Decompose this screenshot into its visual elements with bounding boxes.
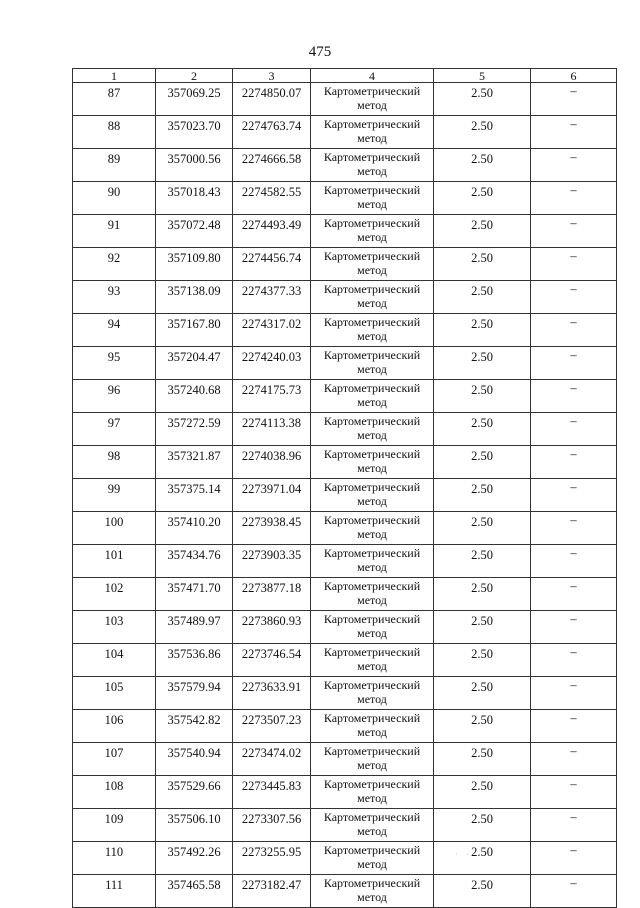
method-cell: Картометрический метод: [311, 809, 434, 842]
x-coordinate-cell: 357375.14: [156, 479, 233, 512]
x-coordinate-cell: 357506.10: [156, 809, 233, 842]
accuracy-cell: 2.50: [434, 314, 531, 347]
point-number-cell: 101: [73, 545, 156, 578]
point-number-cell: 87: [73, 83, 156, 116]
note-cell: –: [531, 182, 617, 215]
method-cell: Картометрический метод: [311, 776, 434, 809]
method-cell: Картометрический метод: [311, 347, 434, 380]
table-row: [73, 413, 617, 446]
table-row: [73, 545, 617, 578]
page-number: 475: [308, 44, 332, 60]
accuracy-cell: 2.50: [434, 215, 531, 248]
point-number-cell: 94: [73, 314, 156, 347]
method-cell: Картометрический метод: [311, 743, 434, 776]
note-cell: –: [531, 83, 617, 116]
accuracy-cell: 2.50: [434, 545, 531, 578]
method-cell: Картометрический метод: [311, 446, 434, 479]
y-coordinate-cell: 2273255.95: [233, 842, 311, 875]
note-cell: –: [531, 347, 617, 380]
table-row: [73, 149, 617, 182]
y-coordinate-cell: 2274377.33: [233, 281, 311, 314]
y-coordinate-cell: 2273860.93: [233, 611, 311, 644]
x-coordinate-cell: 357167.80: [156, 314, 233, 347]
note-cell: –: [531, 149, 617, 182]
accuracy-cell: 2.50: [434, 842, 531, 875]
x-coordinate-cell: 357109.80: [156, 248, 233, 281]
accuracy-cell: 2.50: [434, 677, 531, 710]
y-coordinate-cell: 2273507.23: [233, 710, 311, 743]
point-number-cell: 89: [73, 149, 156, 182]
accuracy-cell: 2.50: [434, 710, 531, 743]
accuracy-cell: 2.50: [434, 248, 531, 281]
point-number-cell: 103: [73, 611, 156, 644]
table-row: [73, 182, 617, 215]
x-coordinate-cell: 357542.82: [156, 710, 233, 743]
table-row: [73, 83, 617, 116]
y-coordinate-cell: 2273877.18: [233, 578, 311, 611]
table-row: [73, 314, 617, 347]
x-coordinate-cell: 357000.56: [156, 149, 233, 182]
note-cell: –: [531, 776, 617, 809]
table-row: [73, 875, 617, 908]
method-cell: Картометрический метод: [311, 116, 434, 149]
table-row: [73, 479, 617, 512]
note-cell: –: [531, 545, 617, 578]
x-coordinate-cell: 357465.58: [156, 875, 233, 908]
table-row: [73, 776, 617, 809]
point-number-cell: 109: [73, 809, 156, 842]
x-coordinate-cell: 357410.20: [156, 512, 233, 545]
y-coordinate-cell: 2273971.04: [233, 479, 311, 512]
x-coordinate-cell: 357204.47: [156, 347, 233, 380]
table-row: [73, 809, 617, 842]
point-number-cell: 107: [73, 743, 156, 776]
point-number-cell: 104: [73, 644, 156, 677]
note-cell: –: [531, 479, 617, 512]
accuracy-cell: 2.50: [434, 182, 531, 215]
y-coordinate-cell: 2274240.03: [233, 347, 311, 380]
y-coordinate-cell: 2273307.56: [233, 809, 311, 842]
note-cell: –: [531, 842, 617, 875]
y-coordinate-cell: 2273474.02: [233, 743, 311, 776]
x-coordinate-cell: 357434.76: [156, 545, 233, 578]
note-cell: –: [531, 611, 617, 644]
header-col-6: 6: [531, 69, 617, 83]
y-coordinate-cell: 2274038.96: [233, 446, 311, 479]
method-cell: Картометрический метод: [311, 611, 434, 644]
method-cell: Картометрический метод: [311, 182, 434, 215]
note-cell: –: [531, 446, 617, 479]
x-coordinate-cell: 357023.70: [156, 116, 233, 149]
method-cell: Картометрический метод: [311, 545, 434, 578]
accuracy-cell: 2.50: [434, 446, 531, 479]
method-cell: Картометрический метод: [311, 281, 434, 314]
accuracy-cell: 2.50: [434, 578, 531, 611]
accuracy-cell: 2.50: [434, 380, 531, 413]
method-cell: Картометрический метод: [311, 875, 434, 908]
point-number-cell: 102: [73, 578, 156, 611]
method-cell: Картометрический метод: [311, 83, 434, 116]
accuracy-cell: 2.50: [434, 149, 531, 182]
y-coordinate-cell: 2274666.58: [233, 149, 311, 182]
note-cell: –: [531, 644, 617, 677]
y-coordinate-cell: 2273182.47: [233, 875, 311, 908]
method-cell: Картометрический метод: [311, 479, 434, 512]
y-coordinate-cell: 2274493.49: [233, 215, 311, 248]
table-row: [73, 347, 617, 380]
method-cell: Картометрический метод: [311, 512, 434, 545]
note-cell: –: [531, 578, 617, 611]
x-coordinate-cell: 357489.97: [156, 611, 233, 644]
table-row: [73, 677, 617, 710]
method-cell: Картометрический метод: [311, 314, 434, 347]
y-coordinate-cell: 2274456.74: [233, 248, 311, 281]
note-cell: –: [531, 809, 617, 842]
table-body: [73, 83, 617, 908]
point-number-cell: 95: [73, 347, 156, 380]
table-row: [73, 248, 617, 281]
x-coordinate-cell: 357069.25: [156, 83, 233, 116]
method-cell: Картометрический метод: [311, 677, 434, 710]
note-cell: –: [531, 116, 617, 149]
x-coordinate-cell: 357240.68: [156, 380, 233, 413]
accuracy-cell: 2.50: [434, 83, 531, 116]
y-coordinate-cell: 2274175.73: [233, 380, 311, 413]
table-row: [73, 743, 617, 776]
accuracy-cell: 2.50: [434, 644, 531, 677]
point-number-cell: 108: [73, 776, 156, 809]
method-cell: Картометрический метод: [311, 149, 434, 182]
table-row: [73, 512, 617, 545]
note-cell: –: [531, 413, 617, 446]
y-coordinate-cell: 2274763.74: [233, 116, 311, 149]
point-number-cell: 100: [73, 512, 156, 545]
x-coordinate-cell: 357072.48: [156, 215, 233, 248]
y-coordinate-cell: 2273938.45: [233, 512, 311, 545]
point-number-cell: 91: [73, 215, 156, 248]
x-coordinate-cell: 357471.70: [156, 578, 233, 611]
point-number-cell: 111: [73, 875, 156, 908]
x-coordinate-cell: 357492.26: [156, 842, 233, 875]
table-row: [73, 710, 617, 743]
y-coordinate-cell: 2274113.38: [233, 413, 311, 446]
header-col-2: 2: [156, 69, 233, 83]
y-coordinate-cell: 2274582.55: [233, 182, 311, 215]
point-number-cell: 110: [73, 842, 156, 875]
note-cell: –: [531, 281, 617, 314]
accuracy-cell: 2.50: [434, 809, 531, 842]
point-number-cell: 90: [73, 182, 156, 215]
table-row: [73, 842, 617, 875]
accuracy-cell: 2.50: [434, 116, 531, 149]
method-cell: Картометрический метод: [311, 644, 434, 677]
note-cell: –: [531, 314, 617, 347]
table-row: [73, 380, 617, 413]
accuracy-cell: 2.50: [434, 611, 531, 644]
table-row: [73, 446, 617, 479]
point-number-cell: 98: [73, 446, 156, 479]
point-number-cell: 105: [73, 677, 156, 710]
x-coordinate-cell: 357579.94: [156, 677, 233, 710]
header-col-1: 1: [73, 69, 156, 83]
x-coordinate-cell: 357529.66: [156, 776, 233, 809]
header-col-3: 3: [233, 69, 311, 83]
note-cell: –: [531, 380, 617, 413]
y-coordinate-cell: 2273445.83: [233, 776, 311, 809]
accuracy-cell: 2.50: [434, 875, 531, 908]
y-coordinate-cell: 2274317.02: [233, 314, 311, 347]
accuracy-cell: 2.50: [434, 347, 531, 380]
table-header-row: [73, 69, 617, 83]
point-number-cell: 99: [73, 479, 156, 512]
y-coordinate-cell: 2274850.07: [233, 83, 311, 116]
x-coordinate-cell: 357536.86: [156, 644, 233, 677]
y-coordinate-cell: 2273746.54: [233, 644, 311, 677]
note-cell: –: [531, 215, 617, 248]
x-coordinate-cell: 357272.59: [156, 413, 233, 446]
point-number-cell: 97: [73, 413, 156, 446]
x-coordinate-cell: 357138.09: [156, 281, 233, 314]
point-number-cell: 96: [73, 380, 156, 413]
point-number-cell: 92: [73, 248, 156, 281]
y-coordinate-cell: 2273903.35: [233, 545, 311, 578]
accuracy-cell: 2.50: [434, 281, 531, 314]
table-row: [73, 215, 617, 248]
accuracy-cell: 2.50: [434, 413, 531, 446]
note-cell: –: [531, 677, 617, 710]
method-cell: Картометрический метод: [311, 380, 434, 413]
method-cell: Картометрический метод: [311, 413, 434, 446]
coordinates-table: [72, 68, 617, 908]
method-cell: Картометрический метод: [311, 248, 434, 281]
point-number-cell: 106: [73, 710, 156, 743]
note-cell: –: [531, 512, 617, 545]
x-coordinate-cell: 357321.87: [156, 446, 233, 479]
method-cell: Картометрический метод: [311, 842, 434, 875]
y-coordinate-cell: 2273633.91: [233, 677, 311, 710]
note-cell: –: [531, 875, 617, 908]
point-number-cell: 93: [73, 281, 156, 314]
x-coordinate-cell: 357018.43: [156, 182, 233, 215]
note-cell: –: [531, 248, 617, 281]
method-cell: Картометрический метод: [311, 215, 434, 248]
table-row: [73, 116, 617, 149]
accuracy-cell: 2.50: [434, 776, 531, 809]
header-col-5: 5: [434, 69, 531, 83]
accuracy-cell: 2.50: [434, 743, 531, 776]
method-cell: Картометрический метод: [311, 710, 434, 743]
note-cell: –: [531, 743, 617, 776]
note-cell: –: [531, 710, 617, 743]
table-row: [73, 578, 617, 611]
point-number-cell: 88: [73, 116, 156, 149]
accuracy-cell: 2.50: [434, 479, 531, 512]
x-coordinate-cell: 357540.94: [156, 743, 233, 776]
table-row: [73, 611, 617, 644]
table-row: [73, 281, 617, 314]
header-col-4: 4: [311, 69, 434, 83]
method-cell: Картометрический метод: [311, 578, 434, 611]
table-row: [73, 644, 617, 677]
accuracy-cell: 2.50: [434, 512, 531, 545]
